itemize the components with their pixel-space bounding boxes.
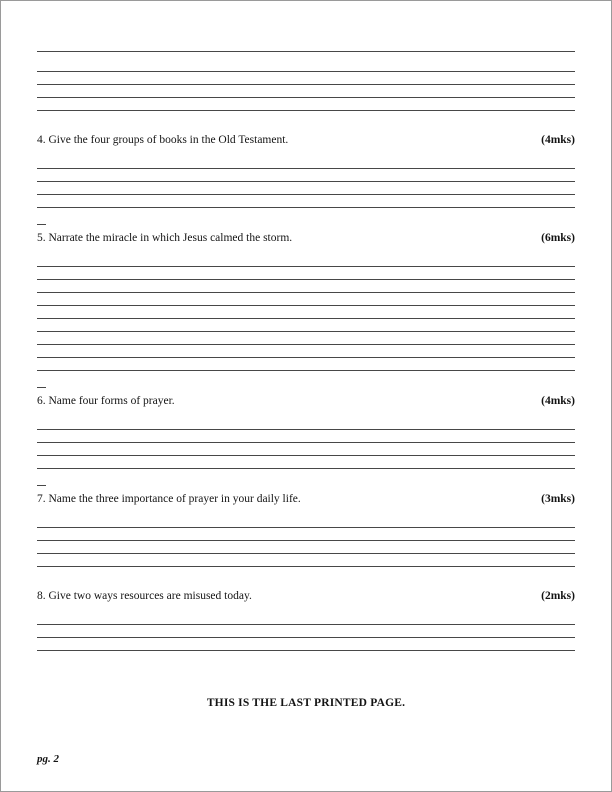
stray-line-mark bbox=[37, 377, 46, 388]
answer-line bbox=[37, 98, 575, 111]
answer-line bbox=[37, 306, 575, 319]
answer-line bbox=[37, 456, 575, 469]
question-row bbox=[37, 231, 575, 246]
question-row bbox=[37, 133, 575, 148]
answer-line bbox=[37, 528, 575, 541]
answer-line bbox=[37, 39, 575, 52]
question-text: 8. Give two ways resources are misused today. bbox=[37, 590, 252, 602]
closing-note: THIS IS THE LAST PRINTED PAGE. bbox=[206, 697, 406, 709]
question-marks: (6mks) bbox=[541, 232, 575, 244]
answer-line bbox=[37, 319, 575, 332]
page-footer: pg. 2 bbox=[37, 753, 59, 765]
answer-line bbox=[37, 358, 575, 371]
question-row bbox=[37, 589, 575, 604]
question-marks: (3mks) bbox=[541, 493, 575, 505]
answer-line bbox=[37, 515, 575, 528]
answer-line bbox=[37, 156, 575, 169]
answer-line bbox=[37, 417, 575, 430]
question-marks: (4mks) bbox=[541, 134, 575, 146]
answer-line bbox=[37, 554, 575, 567]
answer-line bbox=[37, 195, 575, 208]
question-text: 5. Narrate the miracle in which Jesus calmed the storm. bbox=[37, 232, 293, 244]
answer-line bbox=[37, 541, 575, 554]
question-marks: (2mks) bbox=[541, 590, 575, 602]
question-text: 4. Give the four groups of books in the Old Testament. bbox=[37, 134, 289, 146]
spacer bbox=[37, 52, 575, 59]
answer-line bbox=[37, 293, 575, 306]
answer-line bbox=[37, 59, 575, 72]
question-row bbox=[37, 394, 575, 409]
answer-line bbox=[37, 332, 575, 345]
answer-line bbox=[37, 638, 575, 651]
answer-line bbox=[37, 625, 575, 638]
answer-line bbox=[37, 169, 575, 182]
question-text: 6. Name four forms of prayer. bbox=[37, 395, 175, 407]
question-row bbox=[37, 492, 575, 507]
document-body bbox=[1, 1, 611, 709]
answer-line bbox=[37, 443, 575, 456]
answer-line bbox=[37, 85, 575, 98]
answer-line bbox=[37, 612, 575, 625]
question-text: 7. Name the three importance of prayer in your daily life. bbox=[37, 493, 301, 505]
answer-line bbox=[37, 345, 575, 358]
answer-line bbox=[37, 72, 575, 85]
answer-line bbox=[37, 430, 575, 443]
answer-line bbox=[37, 254, 575, 267]
answer-line bbox=[37, 280, 575, 293]
stray-line-mark bbox=[37, 214, 46, 225]
stray-line-mark bbox=[37, 475, 46, 486]
answer-line bbox=[37, 267, 575, 280]
answer-line bbox=[37, 182, 575, 195]
question-marks: (4mks) bbox=[541, 395, 575, 407]
